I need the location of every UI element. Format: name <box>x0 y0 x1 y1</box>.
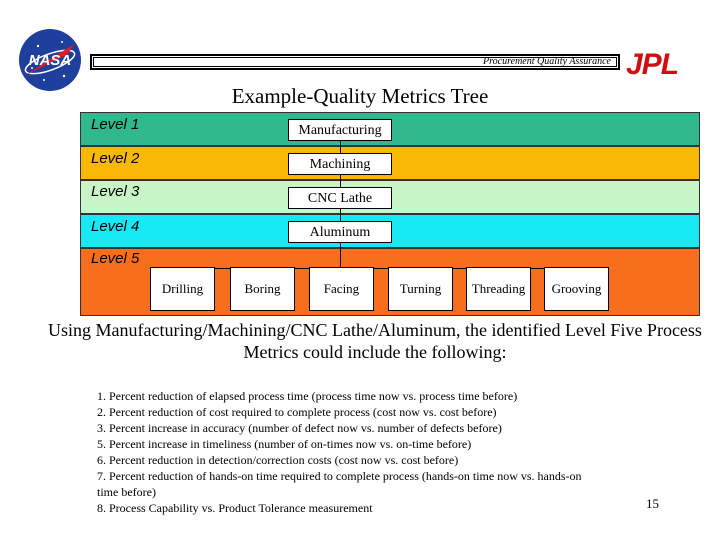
summary-text: Using Manufacturing/Machining/CNC Lathe/Aluminum, the identified Level Five Process Metrics could include the following: <box>48 320 702 362</box>
node-cnc-lathe: CNC Lathe <box>288 187 392 209</box>
node-aluminum: Aluminum <box>288 221 392 243</box>
leaf-facing: Facing <box>309 267 374 311</box>
svg-text:NASA: NASA <box>28 52 72 69</box>
header-bar <box>90 54 620 70</box>
level-5-label: Level 5 <box>91 250 140 267</box>
list-item: 8. Process Capability vs. Product Tolerance measurement <box>97 501 373 515</box>
level-3-label: Level 3 <box>91 183 140 200</box>
list-item: 6. Percent reduction in detection/correction costs (cost now vs. cost before) <box>97 453 459 467</box>
list-item: time before) <box>97 485 156 499</box>
level-1-label: Level 1 <box>91 116 140 133</box>
level-2-label: Level 2 <box>91 150 140 167</box>
page-number: 15 <box>646 496 659 511</box>
leaf-drilling: Drilling <box>150 267 215 311</box>
header-title: Procurement Quality Assurance <box>483 56 611 67</box>
page-title: Example-Quality Metrics Tree <box>231 84 489 108</box>
level-4-label: Level 4 <box>91 218 140 235</box>
list-item: 1. Percent reduction of elapsed process time (process time now vs. process time before) <box>97 389 518 403</box>
leaf-boring: Boring <box>230 267 295 311</box>
metrics-list <box>97 388 677 516</box>
list-item: 2. Percent reduction of cost required to complete process (cost now vs. cost before) <box>97 405 497 419</box>
list-item: 7. Percent reduction of hands-on time required to complete process (hands-on time now vs. hands-on <box>97 469 582 483</box>
jpl-logo: JPL <box>626 48 679 81</box>
node-manufacturing: Manufacturing <box>288 119 392 141</box>
leaf-grooving: Grooving <box>544 267 609 311</box>
leaf-threading: Threading <box>466 267 531 311</box>
list-item: 5. Percent increase in timeliness (number of on-times now vs. on-time before) <box>97 437 472 451</box>
list-item: 3. Percent increase in accuracy (number of defect now vs. number of defects before) <box>97 421 502 435</box>
leaf-turning: Turning <box>388 267 453 311</box>
node-machining: Machining <box>288 153 392 175</box>
